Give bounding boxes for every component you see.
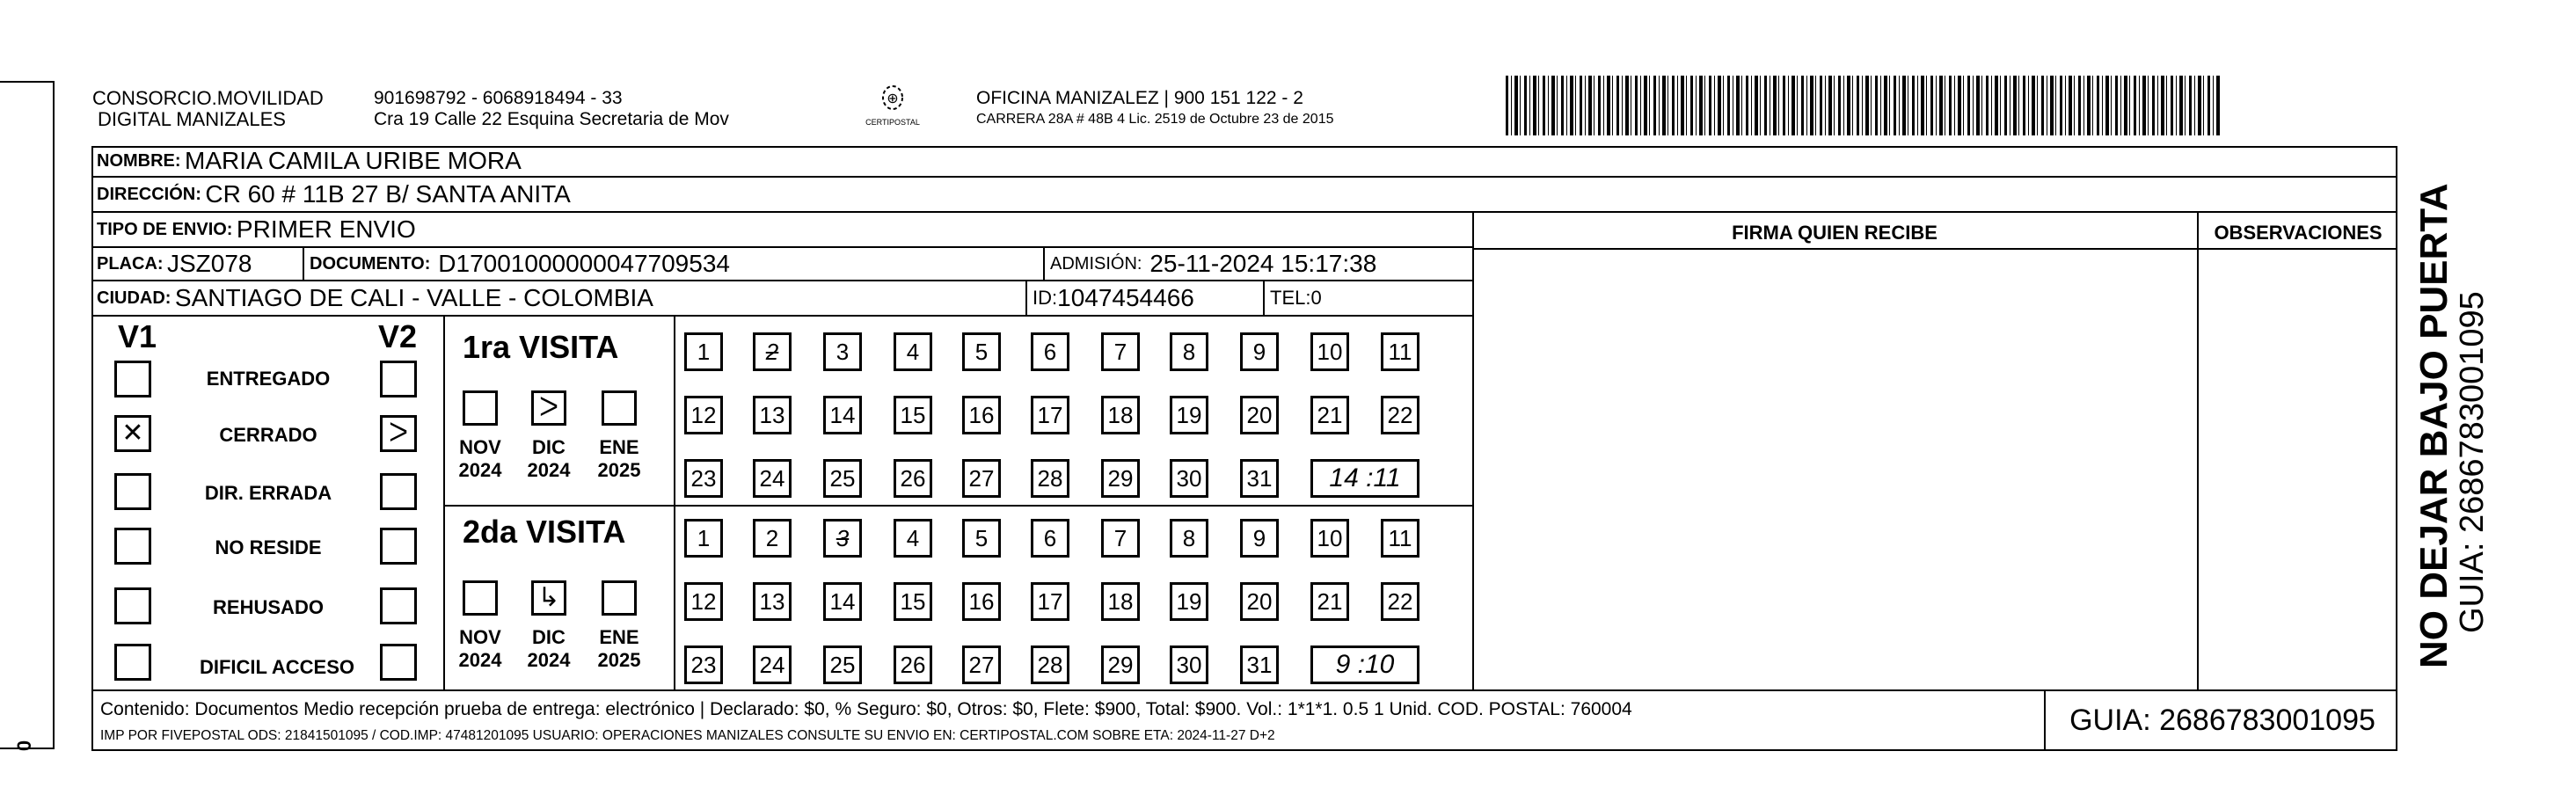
second-visit-day-13[interactable]: 13 xyxy=(753,582,792,621)
placa-label: PLACA: xyxy=(97,253,164,274)
first-visit-day-12[interactable]: 12 xyxy=(684,396,723,434)
v2-rehusado-checkbox[interactable] xyxy=(380,587,417,624)
company-name xyxy=(92,88,324,130)
first-visit-day-1[interactable]: 1 xyxy=(684,332,723,371)
first-month-check-icon: ᐳ xyxy=(539,392,558,423)
first-visit-day-22[interactable]: 22 xyxy=(1381,396,1419,434)
state-entregado: ENTREGADO xyxy=(206,368,331,390)
v2-header: V2 xyxy=(378,318,418,354)
second-month-check-icon: ↳ xyxy=(537,582,560,613)
v2-dir-errada-checkbox[interactable] xyxy=(380,473,417,510)
tel-cell xyxy=(1265,281,1472,317)
guia-divider xyxy=(2044,689,2046,751)
first-visit-day-7[interactable]: 7 xyxy=(1101,332,1140,371)
year-dic-2: 2024 xyxy=(527,649,571,671)
state-dificil-acceso: DIFICIL ACCESO xyxy=(199,656,354,678)
second-visit-day-16[interactable]: 16 xyxy=(962,582,1001,621)
second-visit-day-28[interactable]: 28 xyxy=(1031,645,1069,684)
direccion-value: CR 60 # 11B 27 B/ SANTA ANITA xyxy=(205,180,571,208)
first-visit-day-30[interactable]: 30 xyxy=(1170,459,1208,498)
first-visit-day-6[interactable]: 6 xyxy=(1031,332,1069,371)
visits-divider xyxy=(443,505,1472,507)
first-visit-day-2[interactable]: 2 xyxy=(753,332,792,371)
admision-label: ADMISIÓN: xyxy=(1050,253,1142,274)
v2-entregado-checkbox[interactable] xyxy=(380,361,417,398)
first-visit-day-4[interactable]: 4 xyxy=(894,332,932,371)
second-visit-time-box[interactable]: 9 :10 xyxy=(1310,645,1419,684)
footer-guia: GUIA: 2686783001095 xyxy=(2069,704,2375,737)
ciudad-cell xyxy=(91,281,1027,317)
second-visit-day-3[interactable]: 3 xyxy=(823,519,862,558)
second-visit-day-30[interactable]: 30 xyxy=(1170,645,1208,684)
second-visit-day-7[interactable]: 7 xyxy=(1101,519,1140,558)
svg-text:⊕: ⊕ xyxy=(887,90,899,106)
direccion-row xyxy=(91,178,2397,213)
first-visit-day-23[interactable]: 23 xyxy=(684,459,723,498)
first-month-nov-label xyxy=(454,436,507,482)
first-visit-time-box[interactable]: 14 :11 xyxy=(1310,459,1419,498)
v2-cerrado-checkbox[interactable] xyxy=(380,415,417,452)
second-visit-day-1[interactable]: 1 xyxy=(684,519,723,558)
logo-icon xyxy=(875,84,910,113)
v1-cerrado-mark-icon: ✕ xyxy=(121,418,144,449)
first-visit-day-29[interactable]: 29 xyxy=(1101,459,1140,498)
month-ene-2: ENE xyxy=(599,626,639,648)
second-visit-day-6[interactable]: 6 xyxy=(1031,519,1069,558)
observaciones-area[interactable] xyxy=(2199,250,2396,688)
second-visit-day-22[interactable]: 22 xyxy=(1381,582,1419,621)
contenido-text: Contenido: Documentos Medio recepción prueba de entrega: electrónico | Declarado: $0, % Seguro: $0, Otros: $0, Flete: $900, Total: $900. Vol.: 1*1*1. 0.5 1 Unid. COD. POSTAL: 760004 xyxy=(100,699,1632,719)
left-mark: 0 xyxy=(13,740,36,752)
second-visit-title: 2da VISITA xyxy=(463,514,626,550)
v2-cerrado-mark-icon: ᐳ xyxy=(389,418,408,449)
id-cell xyxy=(1027,281,1265,317)
year-ene-2: 2025 xyxy=(597,649,641,671)
second-visit-day-25[interactable]: 25 xyxy=(823,645,862,684)
first-visit-day-10[interactable]: 10 xyxy=(1310,332,1349,371)
documento-cell xyxy=(304,248,1045,281)
placa-value: JSZ078 xyxy=(167,250,252,277)
v1-entregado-checkbox[interactable] xyxy=(114,361,151,398)
first-month-nov-checkbox[interactable] xyxy=(463,390,498,426)
second-month-ene-checkbox[interactable] xyxy=(602,580,637,616)
direccion-label: DIRECCIÓN: xyxy=(97,184,201,204)
first-month-ene-label xyxy=(593,436,646,482)
month-ene: ENE xyxy=(599,436,639,458)
company-address: Cra 19 Calle 22 Esquina Secretaria de Mov xyxy=(374,109,729,129)
second-visit-day-14[interactable]: 14 xyxy=(823,582,862,621)
second-visit-day-11[interactable]: 11 xyxy=(1381,519,1419,558)
barcode xyxy=(1506,76,2221,135)
second-visit-day-24[interactable]: 24 xyxy=(753,645,792,684)
first-visit-day-26[interactable]: 26 xyxy=(894,459,932,498)
first-visit-day-15[interactable]: 15 xyxy=(894,396,932,434)
second-visit-day-23[interactable]: 23 xyxy=(684,645,723,684)
logo-text: CERTIPOSTAL xyxy=(865,118,920,127)
ciudad-value: SANTIAGO DE CALI - VALLE - COLOMBIA xyxy=(174,284,653,311)
second-visit-day-29[interactable]: 29 xyxy=(1101,645,1140,684)
documento-label: DOCUMENTO: xyxy=(310,253,431,274)
certipostal-logo xyxy=(857,84,928,133)
v1-rehusado-checkbox[interactable] xyxy=(114,587,151,624)
first-visit-day-8[interactable]: 8 xyxy=(1170,332,1208,371)
v2-dificil-acceso-checkbox[interactable] xyxy=(380,644,417,681)
months-divider xyxy=(674,317,675,689)
second-visit-day-18[interactable]: 18 xyxy=(1101,582,1140,621)
admision-value: 25-11-2024 15:17:38 xyxy=(1149,250,1377,277)
company-line2: DIGITAL MANIZALES xyxy=(98,108,286,130)
company-phones: 901698792 - 6068918494 - 33 xyxy=(374,88,623,108)
first-visit-day-31[interactable]: 31 xyxy=(1240,459,1279,498)
year-nov: 2024 xyxy=(458,459,502,481)
first-visit-day-18[interactable]: 18 xyxy=(1101,396,1140,434)
company-line1: CONSORCIO.MOVILIDAD xyxy=(92,87,324,109)
month-dic-2: DIC xyxy=(532,626,566,648)
side-line1: NO DEJAR BAJO PUERTA xyxy=(2412,183,2456,668)
side-line2: GUIA: 2686783001095 xyxy=(2454,291,2491,633)
first-visit-day-20[interactable]: 20 xyxy=(1240,396,1279,434)
first-month-ene-checkbox[interactable] xyxy=(602,390,637,426)
second-month-dic-checkbox[interactable] xyxy=(531,580,566,616)
second-month-dic-label xyxy=(522,626,575,672)
placa-cell xyxy=(91,248,304,281)
second-month-nov-label xyxy=(454,626,507,672)
year-dic: 2024 xyxy=(527,459,571,481)
second-visit-day-10[interactable]: 10 xyxy=(1310,519,1349,558)
month-nov: NOV xyxy=(459,436,501,458)
firma-header: FIRMA QUIEN RECIBE xyxy=(1732,222,1937,244)
first-visit-day-16[interactable]: 16 xyxy=(962,396,1001,434)
second-visit-day-15[interactable]: 15 xyxy=(894,582,932,621)
side-warning xyxy=(2414,158,2490,668)
state-no-reside: NO RESIDE xyxy=(215,536,322,558)
nombre-value: MARIA CAMILA URIBE MORA xyxy=(185,147,522,174)
nombre-label: NOMBRE: xyxy=(97,150,181,171)
v1-dir-errada-checkbox[interactable] xyxy=(114,473,151,510)
second-visit-day-4[interactable]: 4 xyxy=(894,519,932,558)
footer-line xyxy=(91,689,2397,691)
id-label: ID: xyxy=(1033,287,1058,309)
company-contact xyxy=(374,88,729,130)
first-visit-title: 1ra VISITA xyxy=(463,329,619,365)
second-visit-day-5[interactable]: 5 xyxy=(962,519,1001,558)
first-visit-day-21[interactable]: 21 xyxy=(1310,396,1349,434)
office-line1: OFICINA MANIZALEZ | 900 151 122 - 2 xyxy=(976,88,1303,108)
second-visit-day-12[interactable]: 12 xyxy=(684,582,723,621)
first-visit-day-3[interactable]: 3 xyxy=(823,332,862,371)
tel-label: TEL: xyxy=(1270,287,1311,309)
second-visit-day-20[interactable]: 20 xyxy=(1240,582,1279,621)
states-divider xyxy=(443,317,445,689)
tipo-row xyxy=(91,213,1472,248)
year-ene: 2025 xyxy=(597,459,641,481)
first-visit-day-13[interactable]: 13 xyxy=(753,396,792,434)
left-bracket xyxy=(0,81,55,752)
nombre-row xyxy=(91,146,2397,178)
second-visit-day-9[interactable]: 9 xyxy=(1240,519,1279,558)
second-visit-day-19[interactable]: 19 xyxy=(1170,582,1208,621)
observaciones-header: OBSERVACIONES xyxy=(2214,222,2383,244)
second-visit-day-17[interactable]: 17 xyxy=(1031,582,1069,621)
first-visit-day-14[interactable]: 14 xyxy=(823,396,862,434)
ciudad-label: CIUDAD: xyxy=(97,288,171,308)
first-month-dic-label xyxy=(522,436,575,482)
imp-text: IMP POR FIVEPOSTAL ODS: 21841501095 / COD.IMP: 47481201095 USUARIO: OPERACIONES MANIZALES CONSULTE SU ENVIO EN: CERTIPOSTAL.COM SOBRE ETA: 2024-11-27 D+2 xyxy=(100,728,1275,743)
first-visit-day-5[interactable]: 5 xyxy=(962,332,1001,371)
v1-dificil-acceso-checkbox[interactable] xyxy=(114,644,151,681)
first-visit-day-19[interactable]: 19 xyxy=(1170,396,1208,434)
first-visit-day-9[interactable]: 9 xyxy=(1240,332,1279,371)
admision-cell xyxy=(1045,248,1472,281)
first-visit-day-11[interactable]: 11 xyxy=(1381,332,1419,371)
second-visit-day-31[interactable]: 31 xyxy=(1240,645,1279,684)
v1-no-reside-checkbox[interactable] xyxy=(114,528,151,565)
office-line2: CARRERA 28A # 48B 4 Lic. 2519 de Octubre 23 de 2015 xyxy=(976,112,1334,127)
state-rehusado: REHUSADO xyxy=(213,596,324,618)
first-visit-day-28[interactable]: 28 xyxy=(1031,459,1069,498)
v2-no-reside-checkbox[interactable] xyxy=(380,528,417,565)
second-visit-day-26[interactable]: 26 xyxy=(894,645,932,684)
second-visit-day-27[interactable]: 27 xyxy=(962,645,1001,684)
month-nov-2: NOV xyxy=(459,626,501,648)
office-info xyxy=(976,88,1334,130)
id-value: 1047454466 xyxy=(1057,284,1194,311)
first-visit-day-24[interactable]: 24 xyxy=(753,459,792,498)
year-nov-2: 2024 xyxy=(458,649,502,671)
state-dir-errada: DIR. ERRADA xyxy=(204,482,332,504)
first-month-dic-checkbox[interactable] xyxy=(531,390,566,426)
state-cerrado: CERRADO xyxy=(219,424,317,446)
second-visit-day-2[interactable]: 2 xyxy=(753,519,792,558)
firma-area[interactable] xyxy=(1474,250,2195,688)
second-visit-day-21[interactable]: 21 xyxy=(1310,582,1349,621)
first-visit-day-25[interactable]: 25 xyxy=(823,459,862,498)
v1-header: V1 xyxy=(118,318,157,354)
tipo-label: TIPO DE ENVIO: xyxy=(97,219,233,239)
month-dic: DIC xyxy=(532,436,566,458)
v1-cerrado-checkbox[interactable] xyxy=(114,415,151,452)
second-month-ene-label xyxy=(593,626,646,672)
first-visit-day-17[interactable]: 17 xyxy=(1031,396,1069,434)
tipo-value: PRIMER ENVIO xyxy=(236,215,416,243)
tel-value: 0 xyxy=(1310,287,1322,309)
second-month-nov-checkbox[interactable] xyxy=(463,580,498,616)
first-visit-day-27[interactable]: 27 xyxy=(962,459,1001,498)
second-visit-day-8[interactable]: 8 xyxy=(1170,519,1208,558)
documento-value: D17001000000047709534 xyxy=(438,250,730,277)
